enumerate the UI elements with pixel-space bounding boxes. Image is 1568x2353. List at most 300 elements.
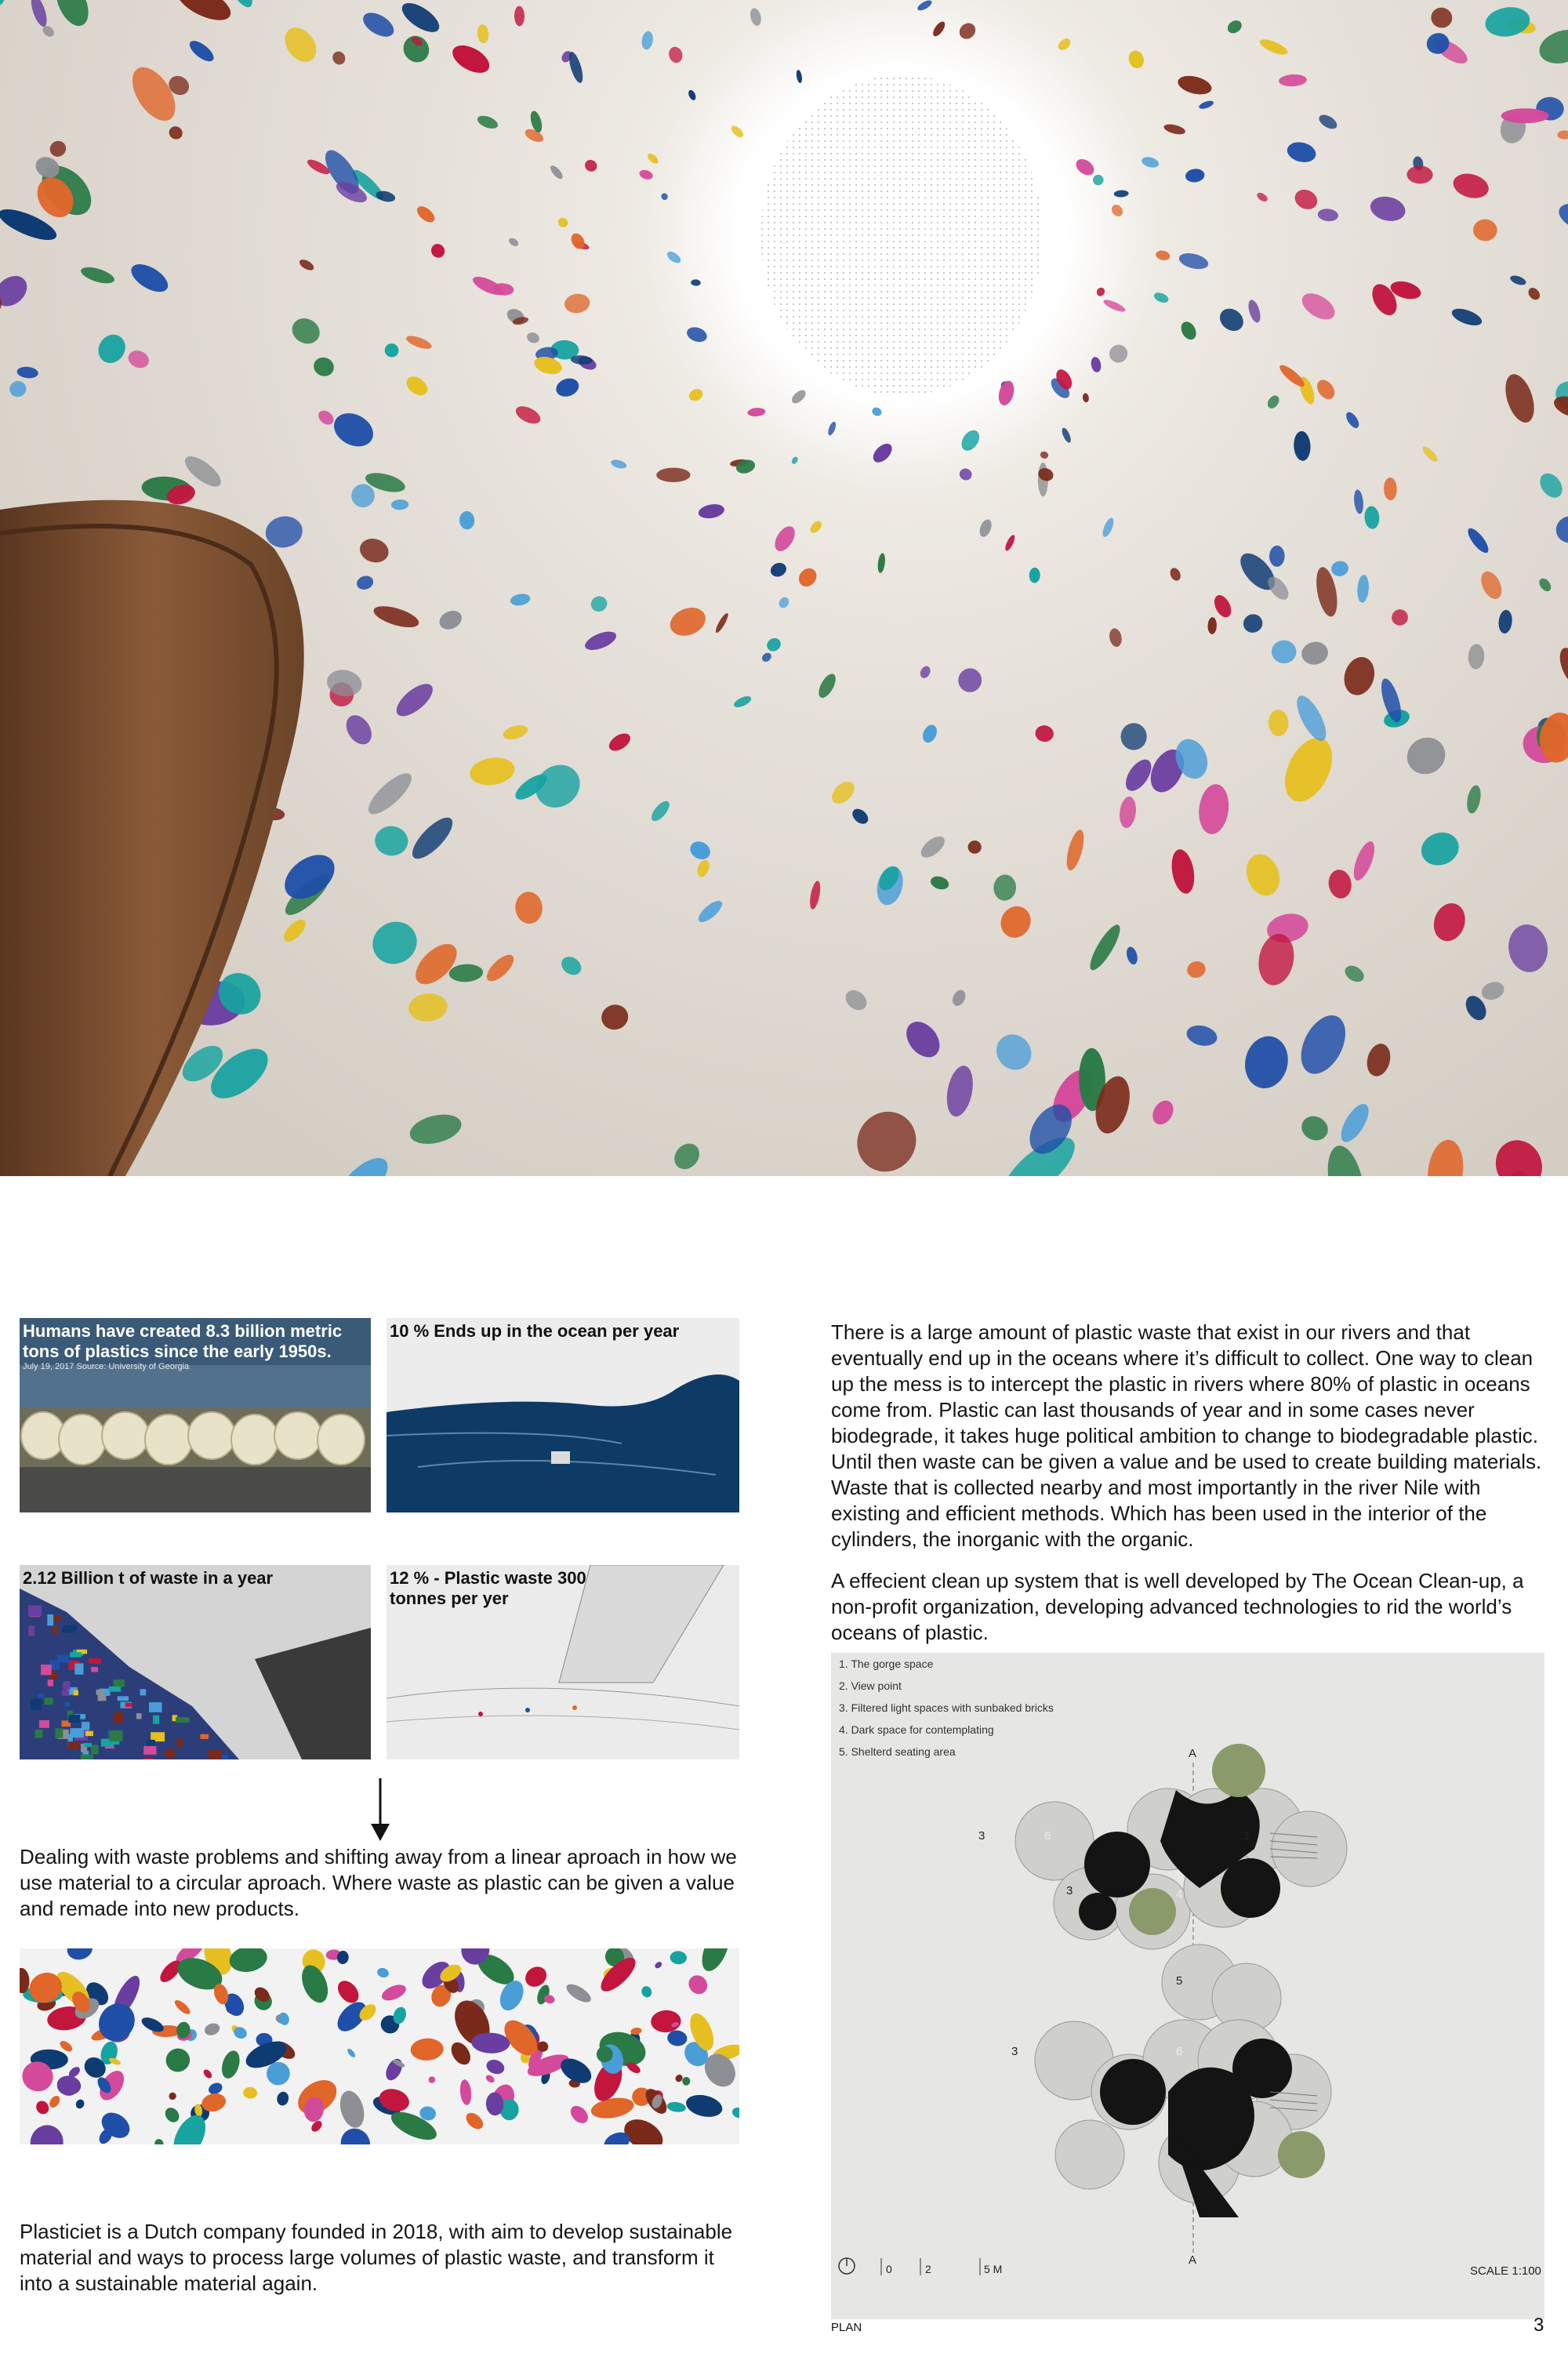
- plastic-speckle: [956, 666, 984, 694]
- plastic-speckle: [606, 730, 633, 754]
- plastic-speckle: [1196, 783, 1232, 836]
- waste-chunk: [109, 1730, 122, 1741]
- plastic-speckle: [1555, 199, 1568, 234]
- plastic-speckle: [713, 612, 730, 634]
- plastic-speckle: [996, 379, 1017, 407]
- plastic-speckle: [950, 988, 968, 1008]
- plastic-speckle: [1477, 568, 1506, 603]
- waste-chunk: [63, 1681, 70, 1690]
- waste-chunk: [109, 1687, 121, 1692]
- waste-chunk: [114, 1712, 123, 1723]
- plastic-speckle: [525, 331, 541, 345]
- waste-chunk: [96, 1690, 104, 1695]
- plan-title: PLAN: [831, 2321, 862, 2334]
- plastic-speckle: [298, 257, 316, 272]
- plastic-speckle: [376, 1966, 390, 1979]
- plastic-speckle: [127, 259, 172, 298]
- waste-chunk: [48, 1679, 53, 1686]
- plastic-speckle: [1316, 112, 1339, 132]
- plastic-speckle: [359, 8, 398, 42]
- plastic-speckle: [665, 249, 682, 265]
- waste-chunk: [74, 1690, 79, 1696]
- plastic-speckle: [768, 561, 789, 579]
- plastic-speckle: [1465, 525, 1492, 556]
- plastic-speckle: [1298, 1112, 1332, 1145]
- plastic-speckle: [1536, 469, 1567, 502]
- waste-chunk: [149, 1702, 162, 1712]
- plastic-speckle: [346, 2047, 356, 2058]
- plastic-speckle: [1034, 724, 1054, 743]
- thumbnail-caption: 12 % - Plastic waste 300 tonnes per yer: [390, 1568, 586, 1608]
- plastic-speckle: [58, 2039, 74, 2053]
- plastic-speckle: [685, 1971, 712, 1998]
- plastic-speckle: [403, 372, 431, 399]
- plastic-speckle: [276, 2090, 290, 2106]
- plastic-speckle: [47, 2094, 62, 2110]
- plastic-speckle: [1406, 165, 1433, 184]
- plastic-speckle: [1168, 848, 1197, 895]
- plastic-speckle: [405, 333, 433, 351]
- plastic-speckle: [1368, 194, 1408, 225]
- north-arrow-icon: [837, 2257, 856, 2275]
- plastic-speckle: [1342, 962, 1367, 985]
- scale-label: SCALE 1:100: [1470, 2264, 1541, 2278]
- circular-approach-paragraph: Dealing with waste problems and shifting away from a linear aproach in how we use material to a circular aproach. Where waste as plastic can be given a value and remade into new products.: [20, 1845, 737, 1920]
- plastic-speckle: [1292, 1008, 1354, 1081]
- plastic-speckle: [957, 467, 973, 482]
- plastic-speckle: [154, 2138, 165, 2144]
- plastic-speckle: [1400, 731, 1451, 781]
- plastic-speckle: [16, 366, 39, 379]
- plastic-speckle: [125, 347, 151, 370]
- plastic-speckle: [1163, 122, 1186, 136]
- waste-chunk: [74, 1664, 83, 1675]
- plastic-speckle: [448, 2039, 474, 2068]
- plastic-speckle: [815, 671, 839, 700]
- plan-label: 3: [1066, 1884, 1073, 1897]
- plastic-speckle: [589, 594, 609, 614]
- plastic-speckle: [1085, 921, 1125, 974]
- plastic-speckle: [278, 22, 322, 68]
- plastic-speckle: [316, 408, 336, 427]
- plastic-speckle: [967, 840, 982, 854]
- waste-chunk: [56, 1728, 64, 1738]
- plastic-speckle: [1505, 921, 1552, 975]
- plastic-speckle: [1246, 299, 1262, 324]
- floor-plan-drawing: [831, 1653, 1544, 2319]
- plastic-speckle: [687, 387, 705, 403]
- plastic-speckle: [1258, 36, 1290, 57]
- plasticiet-material-image: [20, 1948, 739, 2144]
- plastic-speckle: [916, 0, 933, 13]
- plastic-speckle: [929, 874, 950, 891]
- plastic-speckle: [1255, 191, 1269, 204]
- plastic-speckle: [485, 2057, 506, 2076]
- plastic-speckle: [1225, 18, 1244, 36]
- plastic-speckle: [1095, 286, 1106, 297]
- plastic-speckle: [363, 768, 418, 820]
- plastic-speckle: [900, 1015, 946, 1064]
- plastic-speckle: [1509, 274, 1527, 287]
- plastic-speckle: [1056, 36, 1073, 53]
- waste-chunk: [118, 1696, 129, 1701]
- plastic-speckle: [918, 664, 932, 680]
- plastic-speckle: [1269, 546, 1285, 567]
- waste-chunk: [176, 1717, 189, 1723]
- section-marker: A: [1189, 1747, 1197, 1760]
- plastic-speckle: [408, 937, 463, 992]
- plastic-speckle: [365, 914, 424, 971]
- plastic-speckle: [93, 329, 131, 368]
- plastic-speckle: [288, 314, 325, 349]
- plastic-speckle: [993, 874, 1017, 902]
- waste-chunk: [39, 1720, 49, 1728]
- plastic-speckle: [1155, 249, 1171, 262]
- plastic-speckle: [920, 723, 940, 746]
- plastic-speckle: [372, 602, 422, 632]
- plastic-speckle: [47, 138, 69, 160]
- plastic-speckle: [277, 2011, 290, 2027]
- waste-chunk: [47, 1614, 53, 1625]
- plastic-speckle: [568, 2102, 592, 2126]
- plastic-speckle: [219, 2049, 243, 2081]
- scale-bar-tick: 5 M: [984, 2263, 1003, 2275]
- plastic-speckle: [1291, 186, 1320, 212]
- plastic-speckle: [1468, 644, 1485, 670]
- plastic-speckle: [1363, 1041, 1394, 1079]
- plastic-speckle: [1557, 130, 1568, 140]
- plastic-speckle: [1488, 1133, 1551, 1176]
- waste-chunk: [31, 1699, 42, 1710]
- plastic-speckle: [187, 37, 217, 65]
- plastic-speckle: [931, 20, 947, 38]
- plastic-speckle: [995, 901, 1036, 943]
- plastic-speckle: [1125, 946, 1139, 966]
- plastic-speckle: [687, 838, 713, 862]
- plastic-speckle: [1178, 251, 1210, 272]
- plastic-speckle: [477, 24, 489, 43]
- plastic-speckle: [398, 31, 434, 67]
- thumbnail-caption: 10 % Ends up in the ocean per year: [390, 1321, 680, 1341]
- plastic-speckle: [648, 798, 673, 824]
- intro-paragraph: There is a large amount of plastic waste that exist in our rivers and that eventually end up in the oceans where it’s difficult to collect. One way to clean up the mess is to intercept the plastic in rivers where 80% of plastic in oceans come from. Plastic can last thousands of year and in some cases never biodegrade, it takes huge political ambition to change to biodegradable plastic. Until then waste can be given a value and be used to create building materials. Waste that is collected nearby and most importantly in the river Nile with existing and efficient methods. Which has been used in the interior of the cylinders, the inorganic with the organic.: [831, 1320, 1542, 1551]
- plastic-speckle: [1291, 692, 1332, 745]
- plastic-speckle: [1500, 371, 1539, 427]
- plastic-speckle: [640, 1984, 653, 1999]
- legend-item: 1. The gorge space: [839, 1658, 934, 1670]
- waste-chunk: [84, 1743, 92, 1747]
- plastic-speckle: [650, 2010, 681, 2033]
- plastic-speckle: [563, 292, 590, 315]
- plastic-speckle: [795, 565, 820, 590]
- plastic-speckle: [1483, 4, 1532, 39]
- waste-chunk: [136, 1713, 142, 1719]
- plastic-speckle: [1211, 593, 1235, 620]
- plastic-speckle: [0, 0, 13, 14]
- plastic-speckle: [670, 1951, 688, 1965]
- plastic-speckle: [407, 992, 448, 1024]
- plastic-speckle: [383, 341, 401, 359]
- plastic-speckle: [1105, 341, 1131, 366]
- plastic-speckle: [1317, 208, 1339, 222]
- plastic-speckle-wall: [0, 0, 1568, 1176]
- waste-chunk: [209, 1750, 222, 1759]
- plastic-speckle: [483, 950, 518, 986]
- waste-pile-image: [20, 1565, 371, 1759]
- plastic-speckle: [1356, 575, 1370, 604]
- plastic-speckle: [406, 812, 459, 865]
- plastic-speckle: [514, 891, 544, 925]
- plastic-speckle: [599, 1002, 631, 1033]
- waste-chunk: [200, 1734, 209, 1739]
- plastic-speckle: [666, 2029, 688, 2047]
- plastic-speckle: [749, 7, 763, 27]
- waste-chunk: [176, 1738, 182, 1747]
- plastic-speckle: [1428, 5, 1454, 30]
- plastic-speckle: [1060, 427, 1073, 444]
- plastic-speckle: [1073, 156, 1098, 179]
- plastic-speckle: [670, 1138, 705, 1174]
- plastic-speckle: [513, 403, 543, 427]
- plastic-speckle: [641, 31, 655, 50]
- plastic-speckle: [28, 0, 50, 28]
- plastic-speckle: [685, 325, 710, 344]
- plastic-speckle: [808, 880, 822, 910]
- plastic-speckle: [167, 124, 185, 141]
- plastic-speckle: [1043, 0, 1076, 4]
- waste-chunk: [70, 1652, 82, 1658]
- waste-chunk: [62, 1690, 70, 1696]
- plastic-speckle: [1353, 489, 1365, 514]
- plastic-speckle: [1120, 723, 1147, 750]
- plastic-speckle: [1327, 868, 1354, 900]
- scale-bar-tick: 2: [925, 2263, 931, 2275]
- section-marker: A: [1189, 2253, 1197, 2267]
- plastic-speckle: [1215, 304, 1247, 336]
- plastic-speckle: [777, 595, 791, 609]
- thumbnail-subcaption: July 19, 2017 Source: University of Georgia: [23, 1362, 190, 1371]
- plastic-speckle: [1265, 394, 1282, 411]
- legend-item: 5. Shelterd seating area: [839, 1745, 956, 1758]
- plastic-speckle: [1082, 393, 1089, 403]
- plastic-speckle: [697, 503, 725, 521]
- plastic-speckle: [27, 2122, 67, 2144]
- plastic-speckle: [8, 379, 27, 398]
- plastic-speckle: [1040, 450, 1050, 459]
- waste-chunk: [45, 1698, 53, 1705]
- plan-label: 3: [1011, 2045, 1018, 2058]
- plastic-speckle: [1271, 640, 1298, 665]
- plastic-speckle: [1555, 645, 1568, 688]
- plastic-speckle: [1314, 376, 1338, 402]
- plan-label: 5: [1176, 1974, 1183, 1988]
- plastic-speckle: [564, 1981, 593, 2006]
- plastic-speckle: [414, 203, 437, 225]
- waste-chunk: [89, 1658, 101, 1664]
- plastic-speckle: [666, 2101, 687, 2113]
- plastic-speckle: [696, 1948, 735, 1975]
- plastic-speckle: [1207, 617, 1217, 634]
- skylight-opening: [760, 74, 1043, 396]
- plastic-speckle: [1198, 99, 1214, 110]
- down-arrow-icon: [368, 1778, 392, 1843]
- plastic-speckle: [429, 241, 448, 260]
- legend-item: 2. View point: [839, 1679, 902, 1692]
- plastic-speckle: [227, 1948, 269, 1975]
- plastic-speckle: [1526, 285, 1542, 302]
- plastic-speckle: [1535, 24, 1568, 69]
- plastic-speckle: [789, 388, 808, 406]
- plastic-speckle: [978, 517, 994, 539]
- plastic-speckle: [869, 440, 895, 466]
- plastic-speckle: [747, 407, 766, 417]
- thumbnail-plastic-tonnes: [387, 1565, 739, 1759]
- plastic-speckle: [459, 510, 474, 529]
- plastic-speckle: [502, 723, 530, 742]
- plan-label: 3: [978, 1829, 985, 1843]
- plastic-speckle: [1425, 1138, 1467, 1176]
- plastic-speckle: [828, 777, 858, 808]
- plastic-speckle: [0, 270, 33, 312]
- waste-chunk: [35, 1730, 43, 1738]
- waste-chunk: [62, 1628, 76, 1633]
- plastic-speckle: [1465, 784, 1483, 815]
- plastic-speckle: [523, 126, 545, 144]
- plastic-speckle: [771, 523, 799, 555]
- waste-chunk: [68, 1715, 80, 1723]
- thumbnail-ocean-share: [387, 1318, 739, 1512]
- plastic-speckle: [989, 1027, 1039, 1077]
- plastic-speckle: [355, 574, 376, 592]
- waste-chunk: [153, 1716, 159, 1724]
- plastic-speckle: [1127, 49, 1146, 71]
- plastic-speckle: [732, 694, 753, 710]
- plastic-speckle: [297, 1962, 333, 2006]
- plastic-speckle: [391, 678, 438, 722]
- plastic-speckle: [646, 151, 660, 165]
- plan-label: 6: [1044, 1829, 1051, 1843]
- thumbnail-caption: 2.12 Billion t of waste in a year: [23, 1568, 274, 1588]
- plastic-speckle: [1279, 74, 1308, 87]
- plastic-speckle: [437, 607, 465, 633]
- waste-chunk: [28, 1625, 34, 1636]
- plastic-speckle: [1349, 839, 1378, 883]
- plastic-speckle: [328, 407, 379, 453]
- tunnel-render-image: [0, 0, 1568, 1176]
- plastic-speckle: [796, 70, 803, 84]
- plastic-speckle: [870, 406, 883, 418]
- plastic-speckle: [808, 519, 824, 535]
- plastic-speckle: [1417, 827, 1464, 870]
- plastic-speckle: [79, 264, 116, 287]
- plastic-speckle: [826, 421, 837, 437]
- plastic-speckle: [1479, 979, 1507, 1003]
- waste-chunk: [38, 1694, 44, 1698]
- plastic-speckle: [1450, 305, 1484, 329]
- plastic-speckle: [1149, 1097, 1178, 1128]
- waste-chunk: [140, 1689, 147, 1695]
- plasticiet-paragraph: Plasticiet is a Dutch company founded in 2018, with aim to develop sustainable material and ways to process large volumes of plastic waste, and transform it into a sustainable material again.: [20, 2220, 733, 2295]
- plastic-speckle: [1101, 517, 1116, 539]
- waste-chunk: [91, 1745, 98, 1754]
- plastic-speckle: [1322, 1142, 1370, 1176]
- waste-chunk: [41, 1665, 52, 1675]
- plastic-speckle: [1537, 576, 1553, 594]
- plastic-speckle: [243, 2086, 258, 2099]
- plastic-speckle: [590, 2095, 636, 2122]
- plastic-speckle: [1473, 219, 1497, 241]
- plastic-speckle: [1300, 640, 1330, 667]
- plastic-speckle: [1340, 653, 1379, 699]
- plastic-speckle: [172, 0, 235, 27]
- plastic-speckle: [1421, 445, 1440, 464]
- page-number: 3: [1534, 2315, 1544, 2336]
- waste-chunk: [143, 1746, 156, 1755]
- plastic-speckle: [917, 833, 949, 862]
- plastic-speckle: [729, 124, 745, 140]
- waste-chunk: [65, 1702, 71, 1707]
- plastic-speckle: [687, 89, 697, 101]
- waste-chunk: [165, 1749, 175, 1759]
- plastic-speckle: [74, 2098, 85, 2110]
- plastic-speckle: [1501, 108, 1549, 123]
- plastic-speckle: [1102, 298, 1127, 314]
- waste-chunk: [143, 1758, 153, 1759]
- plastic-speckle: [1429, 899, 1470, 946]
- plastic-speckle: [660, 192, 670, 202]
- plastic-speckle: [1240, 612, 1265, 636]
- plastic-speckle: [485, 2074, 495, 2085]
- plastic-speckle: [1141, 155, 1160, 169]
- plan-label: 3: [1243, 1829, 1250, 1843]
- plastic-speckle: [1185, 168, 1205, 183]
- plastic-speckle: [558, 953, 585, 979]
- plastic-speckle: [1384, 477, 1397, 500]
- plastic-speckle: [1330, 560, 1350, 578]
- waste-chunk: [82, 1722, 89, 1730]
- plan-label: 6: [1176, 2045, 1183, 2058]
- plastic-speckle: [341, 710, 376, 749]
- plastic-speckle: [548, 164, 564, 181]
- plastic-speckle: [514, 5, 524, 26]
- plastic-speckle: [379, 1981, 408, 2003]
- plastic-speckle: [760, 651, 773, 663]
- waste-chunk: [114, 1679, 125, 1687]
- plastic-speckle: [162, 2105, 182, 2126]
- plastic-speckle: [1268, 710, 1289, 737]
- plastic-speckle: [850, 806, 871, 827]
- plastic-speckle: [168, 2091, 178, 2101]
- plastic-speckle: [656, 468, 690, 482]
- ocean-cleanup-image: [387, 1318, 739, 1512]
- plastic-speckle: [695, 897, 725, 925]
- legend-item: 4. Dark space for contemplating: [839, 1723, 994, 1736]
- plastic-speckle: [958, 427, 983, 454]
- plastic-speckle: [1298, 288, 1339, 325]
- plastic-speckle: [56, 2074, 82, 2097]
- scale-bar: [880, 2258, 997, 2277]
- plastic-speckle: [1168, 566, 1182, 583]
- plastic-speckle: [666, 603, 710, 641]
- plastic-speckle: [1277, 362, 1308, 390]
- plastic-speckle: [654, 1960, 663, 1970]
- thumbnail-plastic-created: [20, 1318, 371, 1512]
- plastic-speckle: [1364, 506, 1381, 529]
- plastic-speckle: [842, 986, 871, 1015]
- plastic-speckle: [448, 964, 484, 983]
- cleanup-paragraph: A effecient clean up system that is well developed by The Ocean Clean-up, a non-profit organization, developing advanced technologies to rid the world’s oceans of plastic.: [831, 1569, 1524, 1644]
- plastic-speckle: [1063, 828, 1087, 872]
